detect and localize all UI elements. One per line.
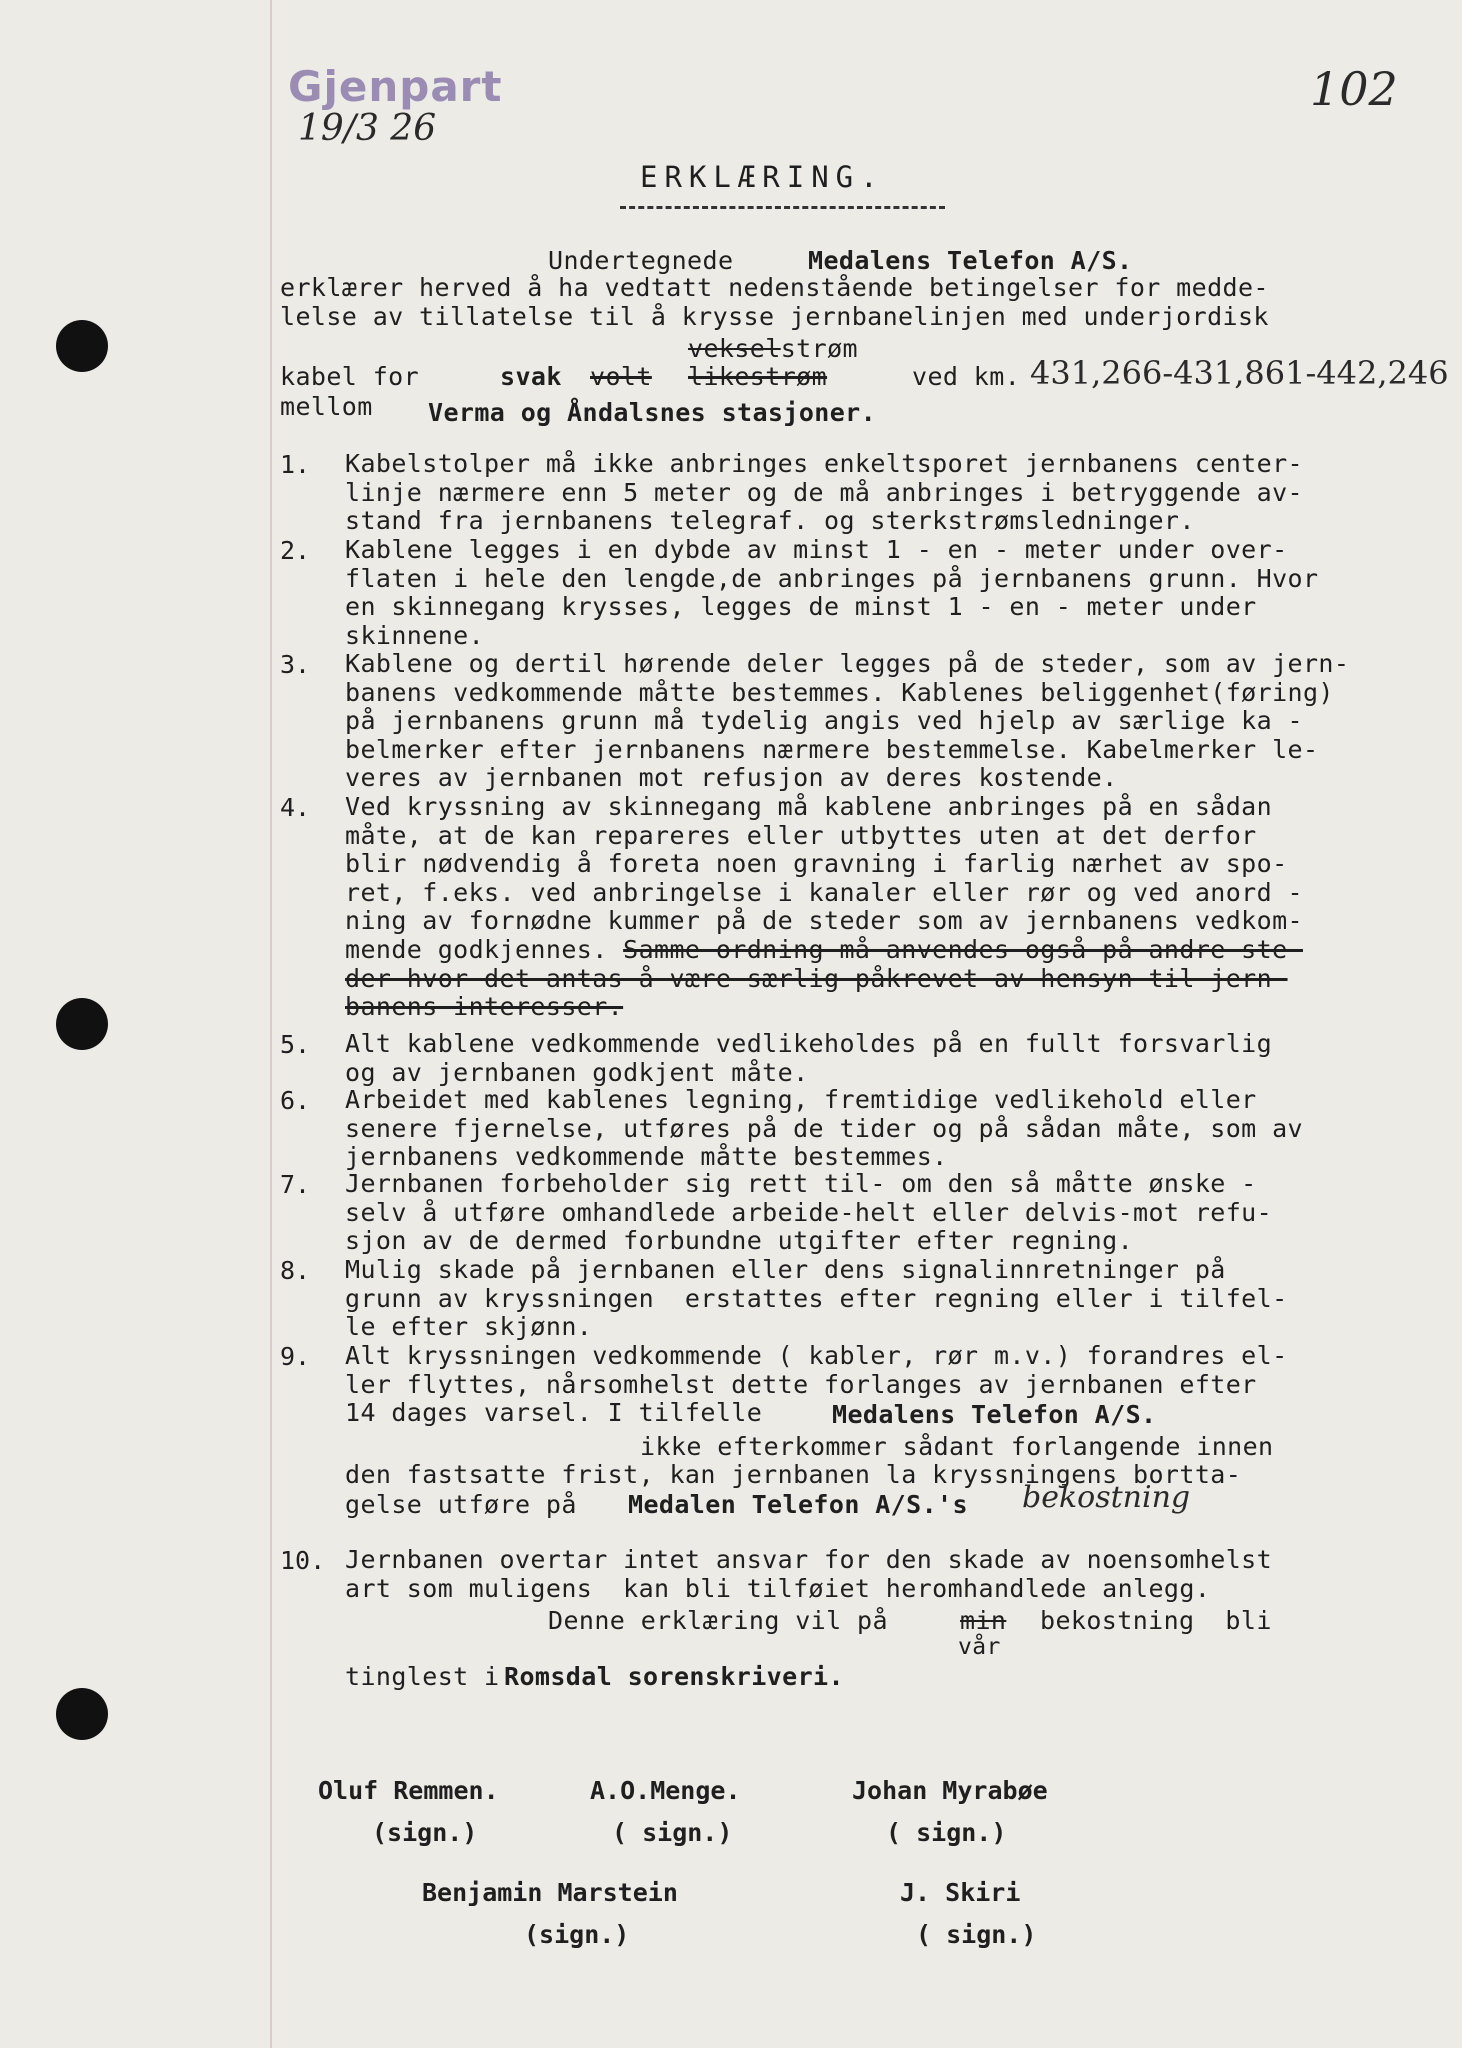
- closing-line: bekostning bli: [1040, 1606, 1272, 1635]
- item9-company2: Medalen Telefon A/S.'s: [628, 1490, 968, 1519]
- item-number: 5.: [280, 1030, 311, 1059]
- mellom: mellom: [280, 392, 373, 421]
- item9-cont: ikke efterkommer sådant forlangende innen: [640, 1432, 1274, 1461]
- intro-line: erklærer herved å ha vedtatt nedenstående betingelser for medde-: [280, 273, 1269, 302]
- insert-above: vekselstrøm: [688, 334, 858, 363]
- signer-sign: ( sign.): [916, 1920, 1037, 1949]
- punch-hole: [56, 998, 108, 1050]
- page-number: 102: [1310, 62, 1398, 116]
- item-text: Jernbanen overtar intet ansvar for den skade av noensomhelst art som muligens kan bli tilføiet heromhandlede anlegg.: [345, 1545, 1273, 1603]
- closing-line: Denne erklæring vil på: [548, 1606, 888, 1635]
- ved-km: ved km.: [912, 362, 1021, 391]
- item-number: 8.: [280, 1256, 311, 1285]
- signer-name: Oluf Remmen.: [318, 1776, 499, 1805]
- punch-hole: [56, 320, 108, 372]
- km-values: 431,266-431,861-442,246: [1030, 354, 1449, 392]
- signer-name: Benjamin Marstein: [422, 1878, 678, 1907]
- item-number: 2.: [280, 536, 311, 565]
- signer-name: J. Skiri: [900, 1878, 1021, 1907]
- volt-struck: volt: [590, 362, 652, 391]
- court-name: Romsdal sorenskriveri.: [504, 1662, 844, 1691]
- item9-cont: den fastsatte frist, kan jernbanen la kryssningens bortta-: [345, 1460, 1242, 1489]
- min-struck: min: [960, 1606, 1007, 1635]
- signer-sign: ( sign.): [612, 1818, 733, 1847]
- var-insert: vår: [958, 1634, 1001, 1660]
- item-number: 1.: [280, 450, 311, 479]
- title-underline: [620, 206, 945, 209]
- item9-handwritten: bekostning: [1022, 1480, 1191, 1515]
- item-text: Kablene legges i en dybde av minst 1 - en - meter under over- flaten i hele den lengde,de anbringes på jernbanens grunn. Hvor en skinnegang krysses, legges de minst 1 - en - meter under skinnene.: [345, 535, 1319, 650]
- item-text: Alt kryssningen vedkommende ( kabler, rør m.v.) forandres el- ler flyttes, nårsomhelst dette forlanges av jernbanen efter 14 dages varsel. I tilfelle: [345, 1341, 1288, 1428]
- undertegnede: Undertegnede: [548, 246, 734, 275]
- item-number: 7.: [280, 1170, 311, 1199]
- item-text: Ved kryssning av skinnegang må kablene anbringes på en sådan måte, at de kan repareres eller utbyttes uten at det derfor blir nødvendig å foreta noen gravning i farlig nærhet av spo- ret, f.eks. ved anbringelse i kanaler eller rør og ved anord - ning av fornødne kummer på de steder som av jernbanens vedkom- mende godkjennes. Samme ordning må anvendes også på andre ste- der hvor det antas å være særlig påkrevet av hensyn til jern- banens interesser.: [345, 792, 1303, 1022]
- item-text: Alt kablene vedkommende vedlikeholdes på en fullt forsvarlig og av jernbanen godkjent måte.: [345, 1029, 1273, 1087]
- svak: svak: [500, 362, 562, 391]
- item-text: Kablene og dertil hørende deler legges på de steder, som av jern- banens vedkommende måtte bestemmes. Kablenes beliggenhet(føring) på jernbanens grunn må tydelig angis ved hjelp av særlige ka - belmerker efter jernbanens nærmere bestemmelse. Kabelmerker le- veres av jernbanen mot refusjon av deres kostende.: [345, 649, 1350, 793]
- handwritten-date: 19/3 26: [298, 108, 437, 149]
- signer-name: Johan Myrabøe: [852, 1776, 1048, 1805]
- signer-sign: ( sign.): [886, 1818, 1007, 1847]
- margin-line: [270, 0, 272, 2048]
- document-title: ERKLÆRING.: [640, 160, 885, 194]
- kabel-for: kabel for: [280, 362, 420, 391]
- item-number: 6.: [280, 1086, 311, 1115]
- likestrom-struck: likestrøm: [688, 362, 828, 391]
- item-number: 3.: [280, 650, 311, 679]
- gjenpart-stamp: Gjenpart: [288, 62, 503, 111]
- signer-name: A.O.Menge.: [590, 1776, 741, 1805]
- item9-cont: gelse utføre på: [345, 1490, 577, 1519]
- closing-line: tinglest i: [345, 1662, 500, 1691]
- signer-sign: (sign.): [524, 1920, 630, 1949]
- item-text: Mulig skade på jernbanen eller dens signalinnretninger på grunn av kryssningen erstattes efter regning eller i tilfel- le efter skjønn.: [345, 1255, 1288, 1342]
- punch-hole: [56, 1688, 108, 1740]
- item9-company: Medalens Telefon A/S.: [832, 1400, 1157, 1429]
- stations: Verma og Åndalsnes stasjoner.: [428, 398, 877, 427]
- item-number: 4.: [280, 793, 311, 822]
- intro-line: lelse av tillatelse til å krysse jernbanelinjen med underjordisk: [280, 302, 1269, 331]
- item-text: Kabelstolper må ikke anbringes enkeltsporet jernbanens center- linje nærmere enn 5 meter og de må anbringes i betryggende av- stand fra jernbanens telegraf. og sterkstrømsledninger.: [345, 449, 1303, 536]
- item-text: Jernbanen forbeholder sig rett til- om den så måtte ønske - selv å utføre omhandlede arbeide-helt eller delvis-mot refu- sjon av de dermed forbundne utgifter efter regning.: [345, 1169, 1273, 1256]
- company-name: Medalens Telefon A/S.: [808, 246, 1133, 275]
- item-number: 10.: [280, 1546, 326, 1575]
- item-text: Arbeidet med kablenes legning, fremtidige vedlikehold eller senere fjernelse, utføres på de tider og på sådan måte, som av jernbanens vedkommende måtte bestemmes.: [345, 1085, 1303, 1172]
- item-number: 9.: [280, 1342, 311, 1371]
- signer-sign: (sign.): [372, 1818, 478, 1847]
